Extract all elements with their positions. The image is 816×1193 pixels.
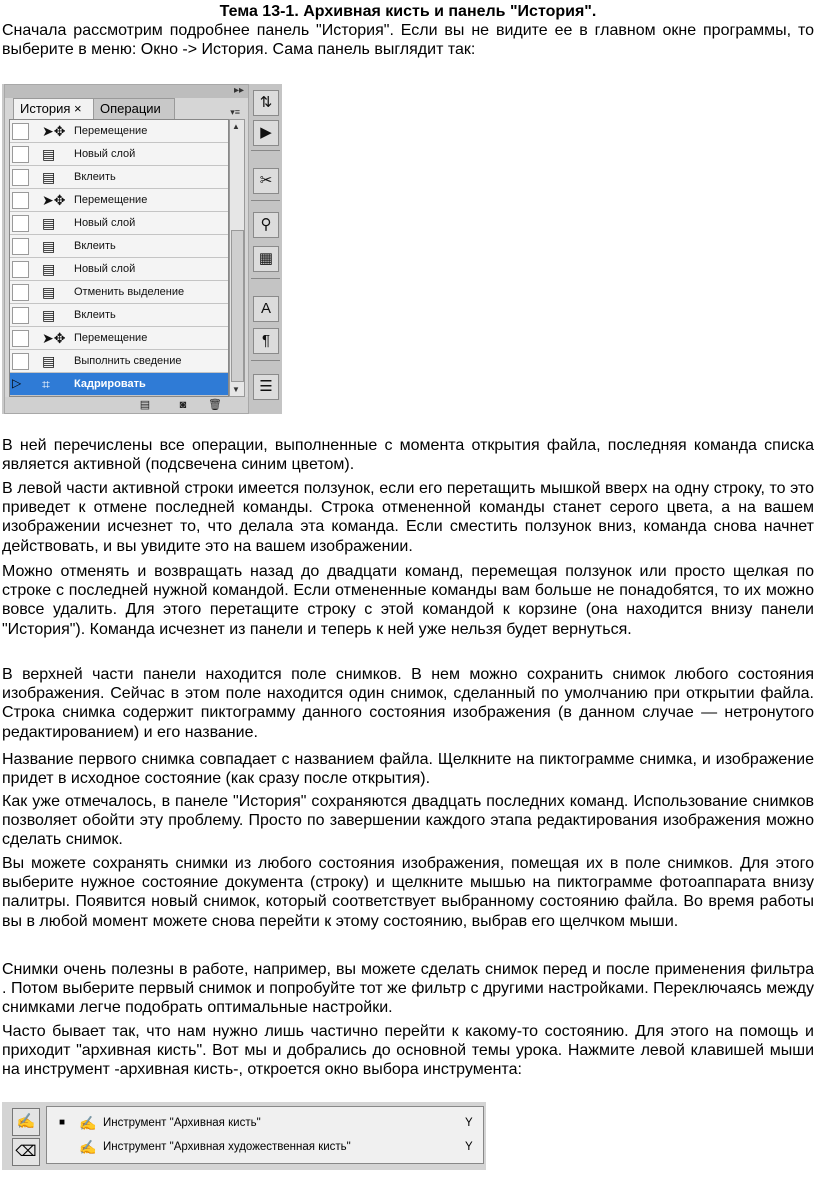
panel-tabs	[9, 98, 245, 118]
history-row-label: Вклеить	[74, 171, 116, 183]
notes-panel-icon[interactable]: ☰	[253, 374, 279, 400]
history-panel-screenshot	[2, 84, 282, 414]
panel-dock	[249, 84, 282, 414]
tab-actions[interactable]: Операции	[93, 98, 175, 119]
tools-panel-icon[interactable]: ✂	[253, 168, 279, 194]
collapse-icon[interactable]: ▸▸	[233, 85, 244, 96]
history-row-label: Отменить выделение	[74, 286, 185, 298]
scroll-up-icon[interactable]: ▲	[232, 122, 240, 131]
history-row[interactable]	[10, 235, 228, 258]
paragraph-5: Название первого снимка совпадает с названием файла. Щелкните на пиктограмме снимка, и изображение придет в исходное состояние (как сразу после открытия).	[2, 751, 814, 788]
layer-comps-icon[interactable]: ▦	[253, 246, 279, 272]
panel-bottom-bar	[5, 397, 248, 413]
history-row-label: Вклеить	[74, 309, 116, 321]
clone-source-icon[interactable]: ⚲	[253, 212, 279, 238]
history-row[interactable]	[10, 166, 228, 189]
divider	[251, 200, 280, 201]
history-row-label: Новый слой	[74, 148, 136, 160]
trash-icon[interactable]: 🗑	[208, 399, 222, 411]
paragraph-8: Снимки очень полезны в работе, например, вы можете сделать снимок перед и после применения фильтра . Потом выберите первый снимок и попробуйте тот же фильтр с другими настройками. Переключаясь между снимками легче подобрать оптимальные настройки.	[2, 961, 814, 1017]
intro-paragraph: Сначала рассмотрим подробнее панель "История". Если вы не видите ее в главном окне программы, то выберите в меню: Окно -> История. Сама панель выглядит так:	[2, 22, 814, 59]
panel-menu-icon[interactable]: ▾≡	[230, 107, 240, 117]
snapshot-source-checkbox[interactable]	[12, 123, 29, 140]
document-icon: ▤	[42, 261, 56, 277]
crop-icon: ⌗	[42, 376, 50, 392]
history-row[interactable]	[10, 120, 228, 143]
document-icon: ▤	[42, 215, 56, 231]
history-row-label: Вклеить	[74, 240, 116, 252]
page-title: Тема 13-1. Архивная кисть и панель "История".	[219, 3, 597, 20]
tool-flyout-menu	[46, 1106, 484, 1164]
document-icon: ▤	[42, 169, 56, 185]
snapshot-source-checkbox[interactable]	[12, 353, 29, 370]
tool-menu-item-label: Инструмент "Архивная кисть"	[103, 1117, 261, 1129]
selected-bullet-icon: ■	[59, 1117, 66, 1128]
scroll-thumb[interactable]	[231, 230, 244, 382]
paragraph-2: В левой части активной строки имеется ползунок, если его перетащить мышкой вверх на одну строку, то это приведет к отмене последней команды. Строка отмененной команды станет серого цвета, а на вашем изображении исчезнет то, что делала эта команда. Если сместить ползунок вниз, команда снова начнет действовать, и вы увидите это на вашем изображении.	[2, 480, 814, 555]
shortcut-key: Y	[465, 1141, 473, 1153]
snapshot-source-checkbox[interactable]	[12, 215, 29, 232]
history-row-label: Новый слой	[74, 217, 136, 229]
snapshot-source-checkbox[interactable]	[12, 238, 29, 255]
snapshot-source-checkbox[interactable]	[12, 330, 29, 347]
document-icon: ▤	[42, 238, 56, 254]
history-row[interactable]	[10, 281, 228, 304]
tool-menu-item-label: Инструмент "Архивная художественная кисть"	[103, 1141, 351, 1153]
divider	[251, 360, 280, 361]
history-row-label: Перемещение	[74, 194, 148, 206]
tool-flyout-screenshot	[2, 1102, 486, 1170]
history-row[interactable]	[10, 143, 228, 166]
character-panel-icon[interactable]: A	[253, 296, 279, 322]
paragraph-1: В ней перечислены все операции, выполненные с момента открытия файла, последняя команда списка является активной (подсвечена синим цветом).	[2, 437, 814, 474]
paragraph-9: Часто бывает так, что нам нужно лишь частично перейти к какому-то состоянию. Для этого на помощь и приходит "архивная кисть". Вот мы и добрались до основной темы урока. Нажмите левой клавишей мыши на инструмент -архивная кисть-, откроется окно выбора инструмента:	[2, 1023, 814, 1079]
history-panel	[4, 84, 249, 414]
history-row-label: Выполнить сведение	[74, 355, 182, 367]
paragraph-7: Вы можете сохранять снимки из любого состояния изображения, помещая их в поле снимков. Для этого выберите нужное состояние документа (строку) и щелкните мышью на пиктограмме фотоаппарата внизу палитры. Появится новый снимок, который соответствует выбранному состоянию файла. Во время работы вы в любой момент можете снова перейти к этому состоянию, выбрав его щелчком мыши.	[2, 855, 814, 930]
shortcut-key: Y	[465, 1117, 473, 1129]
history-row[interactable]	[10, 258, 228, 281]
history-row-label: Кадрировать	[74, 378, 146, 390]
scrollbar[interactable]	[229, 119, 245, 397]
panel-header-bar	[5, 85, 248, 98]
scroll-down-icon[interactable]: ▼	[232, 385, 240, 394]
history-brush-tool-icon[interactable]: ✍	[12, 1108, 40, 1136]
history-row[interactable]	[10, 327, 228, 350]
snapshot-source-checkbox[interactable]	[12, 192, 29, 209]
paragraph-panel-icon[interactable]: ¶	[253, 328, 279, 354]
snapshot-source-checkbox[interactable]	[12, 307, 29, 324]
tool-menu-item[interactable]	[47, 1135, 483, 1159]
snapshot-source-checkbox[interactable]	[12, 261, 29, 278]
history-row[interactable]	[10, 304, 228, 327]
tool-menu-item[interactable]	[47, 1111, 483, 1135]
snapshot-source-checkbox[interactable]	[12, 146, 29, 163]
history-row[interactable]	[10, 373, 228, 396]
history-row[interactable]	[10, 189, 228, 212]
art-history-brush-icon: ✍	[79, 1139, 97, 1155]
snapshot-source-checkbox[interactable]	[12, 169, 29, 186]
divider	[251, 150, 280, 151]
move-icon: ➤✥	[42, 330, 66, 346]
document-icon: ▤	[42, 307, 56, 323]
paragraph-6: Как уже отмечалось, в панеле "История" сохраняются двадцать последних команд. Использование снимков позволяет обойти эту проблему. Просто по завершении каждого этапа редактирования изображения можно сделать снимок.	[2, 793, 814, 849]
paragraph-4: В верхней части панели находится поле снимков. В нем можно сохранить снимок любого состояния изображения. Сейчас в этом поле находится один снимок, сделанный по умолчанию при открытии файла. Строка снимка содержит пиктограмму данного состояния изображения (в данном случае — нетронутого редактированием) и его название.	[2, 666, 814, 741]
new-document-icon[interactable]: ▤	[139, 399, 151, 411]
move-icon: ➤✥	[42, 123, 66, 139]
history-row-label: Перемещение	[74, 332, 148, 344]
divider	[251, 278, 280, 279]
history-panel-icon[interactable]: ⇅	[253, 90, 279, 116]
history-row-label: Новый слой	[74, 263, 136, 275]
history-row-label: Перемещение	[74, 125, 148, 137]
history-row[interactable]	[10, 350, 228, 373]
history-slider-icon[interactable]: ▷	[12, 376, 22, 390]
document-icon: ▤	[42, 284, 56, 300]
tab-history[interactable]: История ×	[13, 98, 97, 119]
move-icon: ➤✥	[42, 192, 66, 208]
document-icon: ▤	[42, 353, 56, 369]
snapshot-source-checkbox[interactable]	[12, 284, 29, 301]
actions-panel-icon[interactable]: ▶	[253, 120, 279, 146]
camera-icon[interactable]: ◙	[179, 399, 187, 411]
history-row[interactable]	[10, 212, 228, 235]
document-icon: ▤	[42, 146, 56, 162]
history-brush-icon: ✍	[79, 1115, 97, 1131]
paragraph-3: Можно отменять и возвращать назад до двадцати команд, перемещая ползунок или просто щелкая по строке с последней нужной командой. Если отмененные команды вам больше не понадобятся, то их можно вовсе удалить. Для этого перетащите строку с этой командой к корзине (она находится внизу панели "История"). Команда исчезнет из панели и теперь к ней уже нельзя будет вернуться.	[2, 563, 814, 638]
eraser-tool-icon[interactable]: ⌫	[12, 1138, 40, 1166]
history-list	[9, 119, 229, 397]
